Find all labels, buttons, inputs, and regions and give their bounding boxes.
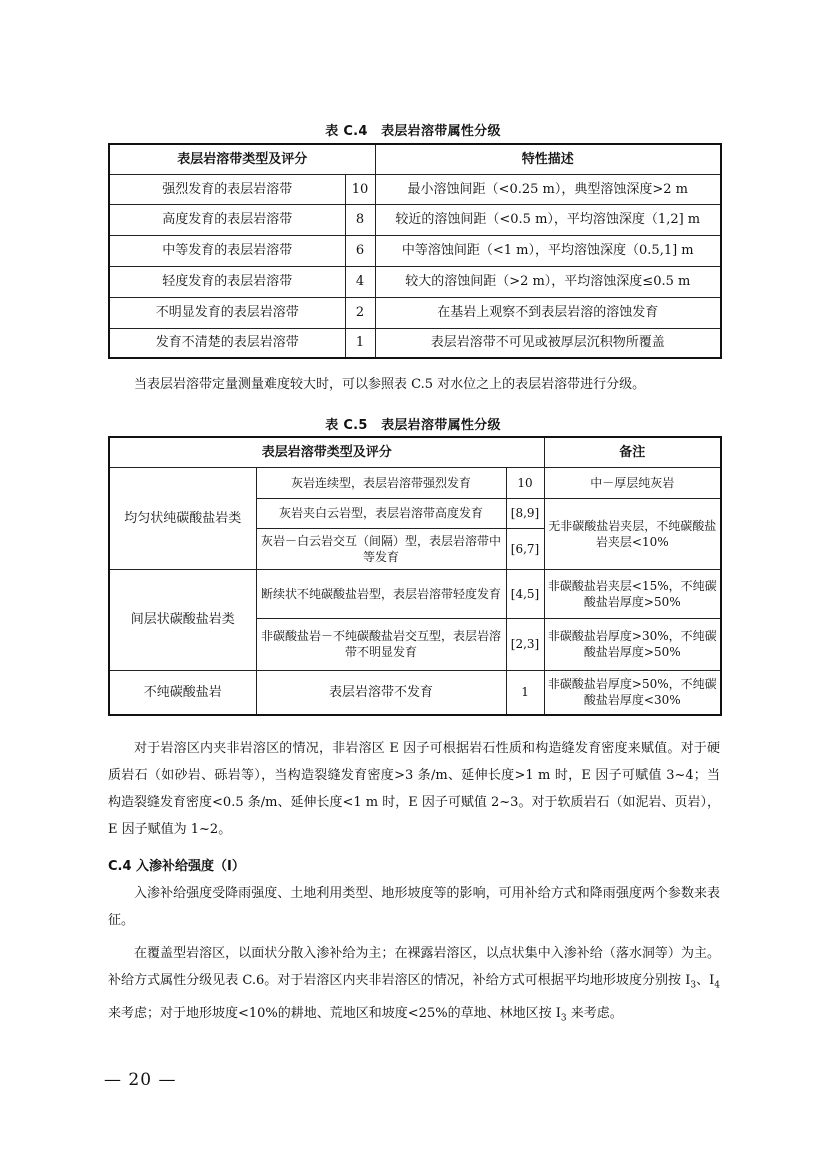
table-row-desc: 在基岩上观察不到表层岩溶的溶蚀发育 [375, 297, 721, 328]
note-cell: 中－厚层纯灰岩 [544, 467, 721, 498]
score-cell: [8,9] [506, 498, 544, 528]
table-c5-header-type: 表层岩溶带类型及评分 [109, 437, 544, 467]
note-cell: 非碳酸盐岩厚度>30%，不纯碳酸盐岩厚度>50% [544, 618, 721, 670]
table-row-type: 轻度发育的表层岩溶带 [109, 266, 345, 297]
table-c5-header-note: 备注 [544, 437, 721, 467]
subtype-cell: 断续状不纯碳酸盐岩型，表层岩溶带轻度发育 [256, 569, 506, 618]
score-cell: [6,7] [506, 528, 544, 569]
table-row-type: 高度发育的表层岩溶带 [109, 204, 345, 235]
body-paragraph: 入渗补给强度受降雨强度、土地利用类型、地形坡度等的影响，可用补给方式和降雨强度两个参数来表征。 [108, 886, 720, 928]
note-cell: 非碳酸盐岩夹层<15%，不纯碳酸盐岩厚度>50% [544, 569, 721, 618]
table-c4-caption: 表 C.4 表层岩溶带属性分级 [325, 124, 501, 139]
table-row-desc: 最小溶蚀间距（<0.25 m），典型溶蚀深度>2 m [375, 174, 721, 204]
table-c5 [108, 436, 722, 716]
table-row-score: 1 [345, 328, 375, 358]
subtype-cell: 灰岩－白云岩交互（间隔）型，表层岩溶带中等发育 [256, 528, 506, 569]
score-cell: 10 [506, 467, 544, 498]
note-cell: 无非碳酸盐岩夹层，不纯碳酸盐岩夹层<10% [544, 498, 721, 569]
paragraph-text: 、I [696, 973, 715, 988]
table-row-score: 2 [345, 297, 375, 328]
subscript: 3 [560, 1013, 567, 1024]
paragraph-text: 在覆盖型岩溶区，以面状分散入渗补给为主；在裸露岩溶区，以点状集中入渗补给（落水洞等）为主。补给方式属性分级见表 C.6。对于岩溶区内夹非岩溶区的情况，补给方式可根据平均地形坡度分别按 I [108, 946, 720, 988]
table-c5-caption: 表 C.5 表层岩溶带属性分级 [325, 418, 501, 433]
body-paragraph [108, 940, 720, 1032]
page-number: — 20 — [104, 1070, 177, 1090]
category-cell: 均匀状纯碳酸盐岩类 [109, 467, 256, 569]
subtype-cell: 灰岩连续型，表层岩溶带强烈发育 [256, 467, 506, 498]
subtype-cell: 灰岩夹白云岩型，表层岩溶带高度发育 [256, 498, 506, 528]
table-row-desc: 较大的溶蚀间距（>2 m），平均溶蚀深度≤0.5 m [375, 266, 721, 297]
subscript: 3 [690, 980, 697, 991]
note-cell: 非碳酸盐岩厚度>50%，不纯碳酸盐岩厚度<30% [544, 670, 721, 715]
intro-paragraph: 当表层岩溶带定量测量难度较大时，可以参照表 C.5 对水位之上的表层岩溶带进行分级。 [134, 377, 646, 392]
paragraph-text: 来考虑；对于地形坡度<10%的耕地、荒地区和坡度<25%的草地、林地区按 I [108, 1005, 561, 1021]
table-row-score: 10 [345, 174, 375, 204]
table-c4 [108, 143, 722, 359]
table-row-score: 8 [345, 204, 375, 235]
body-paragraph: 对于岩溶区内夹非岩溶区的情况，非岩溶区 E 因子可根据岩石性质和构造缝发育密度来赋值。对于硬质岩石（如砂岩、砾岩等），当构造裂缝发育密度>3 条/m、延伸长度>1 m 时，E 因子可赋值 3~4；当构造裂缝发育密度<0.5 条/m、延伸长度<1 m 时，E 因子可赋值 2~3。对于软质岩石（如泥岩、页岩），E 因子赋值为 1~2。 [108, 741, 720, 837]
section-heading: C.4 入渗补给强度（I） [108, 859, 245, 874]
subscript: 4 [714, 980, 720, 991]
table-c4-header-desc: 特性描述 [375, 144, 721, 174]
category-cell: 不纯碳酸盐岩 [109, 670, 256, 715]
category-cell: 间层状碳酸盐岩类 [109, 569, 256, 670]
table-row-desc: 较近的溶蚀间距（<0.5 m），平均溶蚀深度（1,2] m [375, 204, 721, 235]
table-row-score: 6 [345, 235, 375, 266]
score-cell: 1 [506, 670, 544, 715]
score-cell: [2,3] [506, 618, 544, 670]
table-row-desc: 中等溶蚀间距（<1 m），平均溶蚀深度（0.5,1] m [375, 235, 721, 266]
table-row-score: 4 [345, 266, 375, 297]
score-cell: [4,5] [506, 569, 544, 618]
table-row-type: 不明显发育的表层岩溶带 [109, 297, 345, 328]
table-row-type: 发育不清楚的表层岩溶带 [109, 328, 345, 358]
subtype-cell: 非碳酸盐岩－不纯碳酸盐岩交互型，表层岩溶带不明显发育 [256, 618, 506, 670]
table-c4-header-type: 表层岩溶带类型及评分 [109, 144, 375, 174]
paragraph-text: 来考虑。 [566, 1005, 623, 1021]
table-row-desc: 表层岩溶带不可见或被厚层沉积物所覆盖 [375, 328, 721, 358]
table-row-type: 中等发育的表层岩溶带 [109, 235, 345, 266]
subtype-cell: 表层岩溶带不发育 [256, 670, 506, 715]
table-row-type: 强烈发育的表层岩溶带 [109, 174, 345, 204]
